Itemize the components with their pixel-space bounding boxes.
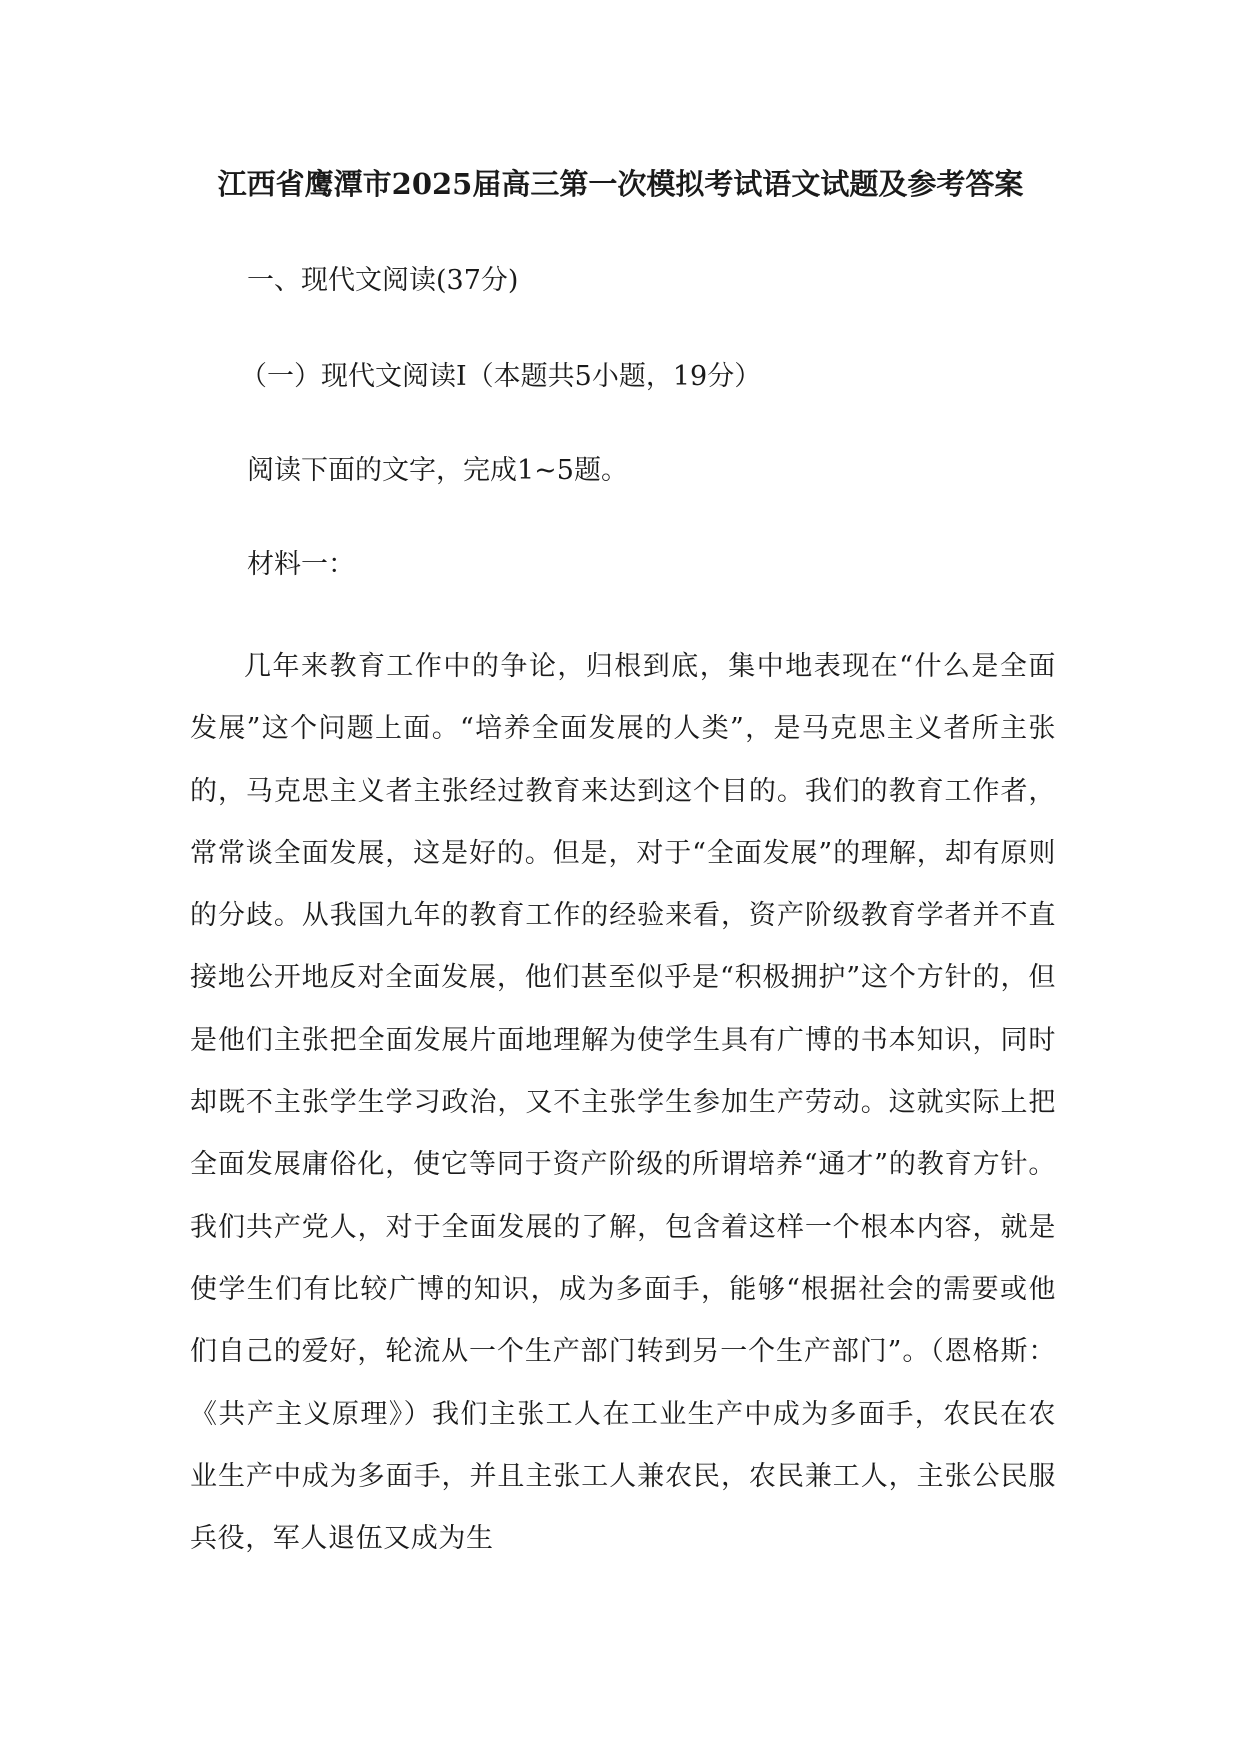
reading-instruction: 阅读下面的文字，完成1~5题。 (247, 455, 628, 486)
material-paragraph: 几年来教育工作中的争论，归根到底，集中地表现在“什么是全面发展”这个问题上面。“培养全面发展的人类”，是马克思主义者所主张的，马克思主义者主张经过教育来达到这个目的。我们的教育工作者，常常谈全面发展，这是好的。但是，对于“全面发展”的理解，却有原则的分歧。从我国九年的教育工作的经验来看，资产阶级教育学者并不直接地公开地反对全面发展，他们甚至似乎是“积极拥护”这个方针的，但是他们主张把全面发展片面地理解为使学生具有广博的书本知识，同时却既不主张学生学习政治，又不主张学生参加生产劳动。这就实际上把全面发展庸俗化，使它等同于资产阶级的所谓培养“通才”的教育方针。我们共产党人，对于全面发展的了解，包含着这样一个根本内容，就是使学生们有比较广博的知识，成为多面手，能够“根据社会的需要或他们自己的爱好，轮流从一个生产部门转到另一个生产部门”。（恩格斯：《共产主义原理》）我们主张工人在工业生产中成为多面手，农民在农业生产中成为多面手，并且主张工人兼农民，农民兼工人，主张公民服兵役，军人退伍又成为生 (190, 651, 1056, 1555)
section-heading: 一、现代文阅读(37分) (247, 265, 519, 296)
document-title: 江西省鹰潭市2025届高三第一次模拟考试语文试题及参考答案 (217, 167, 1024, 201)
material-label: 材料一： (247, 549, 355, 580)
subsection-heading: （一）现代文阅读Ⅰ（本题共5小题，19分） (240, 361, 762, 392)
